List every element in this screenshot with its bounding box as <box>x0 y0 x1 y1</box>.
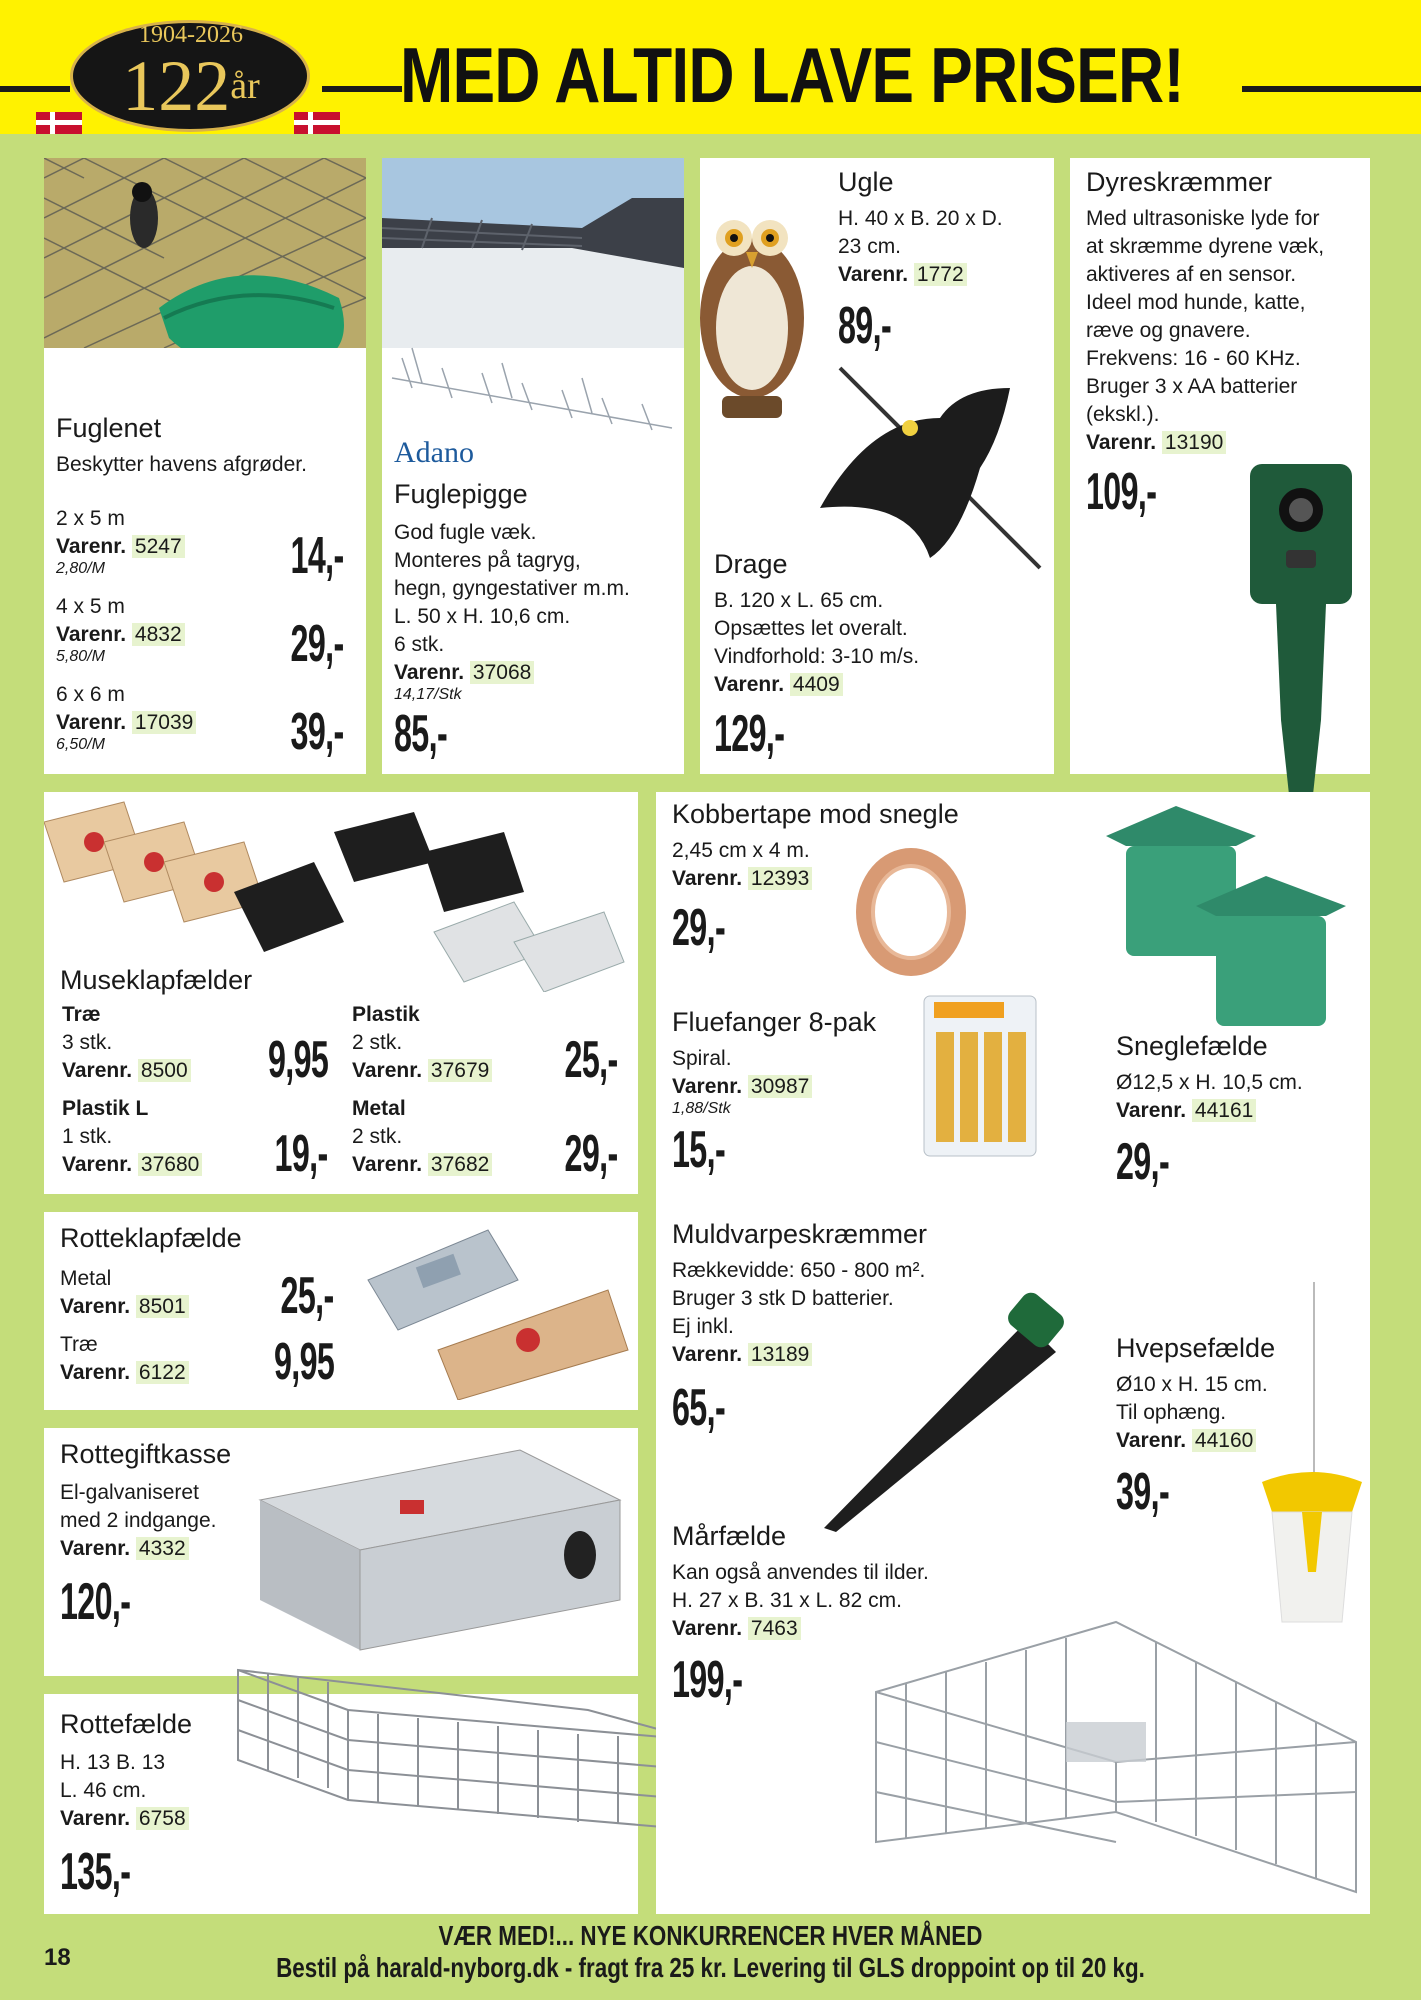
fuglenet-price: 39,- <box>290 703 344 761</box>
panel-rotteklapfaelde <box>44 1212 638 1410</box>
fuglenet-unit-price: 2,80/M <box>56 560 105 577</box>
varenr-number: 12393 <box>748 867 812 890</box>
museklap-item-price: 9,95 <box>267 1031 328 1089</box>
maarfaelde-title: Mårfælde <box>672 1521 787 1551</box>
varenr-label: Varenr. <box>394 661 465 684</box>
varenr-label: Varenr. <box>56 535 127 558</box>
maarfaelde-varenr <box>672 1616 801 1642</box>
slug-trap-image <box>1096 806 1366 1036</box>
rottegift-price: 120,- <box>60 1573 131 1631</box>
varenr-label: Varenr. <box>838 263 909 286</box>
maarfaelde-price: 199,- <box>672 1651 743 1709</box>
rottefaelde-line: L. 46 cm. <box>60 1779 147 1802</box>
danish-flag-icon <box>294 112 340 134</box>
badge-unit: år <box>230 65 260 107</box>
museklap-item-qty: 2 stk. <box>352 1031 403 1054</box>
fuglenet-varenr <box>56 622 185 648</box>
fuglenet-varenr <box>56 534 185 560</box>
hvepse-price: 39,- <box>1116 1463 1170 1521</box>
varenr-number: 13190 <box>1162 431 1226 454</box>
varenr-label: Varenr. <box>60 1807 131 1830</box>
varenr-label: Varenr. <box>62 1059 133 1082</box>
museklap-item-qty: 1 stk. <box>62 1125 113 1148</box>
fuglenet-title: Fuglenet <box>56 413 162 443</box>
fuglenet-varenr <box>56 710 196 736</box>
varenr-number: 4409 <box>790 673 843 696</box>
rottegift-line: med 2 indgange. <box>60 1509 217 1532</box>
copper-tape-image <box>846 842 976 982</box>
fluefanger-line: Spiral. <box>672 1047 732 1070</box>
hvepse-line: Ø10 x H. 15 cm. <box>1116 1373 1268 1396</box>
fuglepigge-price: 85,- <box>394 705 448 763</box>
museklap-item-price: 19,- <box>274 1125 328 1183</box>
varenr-number: 44161 <box>1192 1099 1256 1122</box>
fuglepigge-line: hegn, gyngestativer m.m. <box>394 577 630 600</box>
ugle-line: H. 40 x B. 20 x D. <box>838 207 1003 230</box>
header-rule-right <box>1242 86 1421 92</box>
fluefanger-title: Fluefanger 8-pak <box>672 1007 877 1037</box>
dyreskraemmer-line: Ideel mod hunde, katte, <box>1086 291 1306 314</box>
drage-varenr <box>714 672 843 698</box>
varenr-number: 1772 <box>914 263 967 286</box>
fuglenet-size: 4 x 5 m <box>56 595 125 618</box>
varenr-number: 44160 <box>1192 1429 1256 1452</box>
varenr-number: 13189 <box>748 1343 812 1366</box>
museklap-item-qty: 3 stk. <box>62 1031 113 1054</box>
panel-fuglenet <box>44 158 366 774</box>
varenr-number: 8501 <box>136 1295 189 1318</box>
varenr-label: Varenr. <box>60 1537 131 1560</box>
dyreskraemmer-price: 109,- <box>1086 463 1157 521</box>
museklap-item-name: Plastik <box>352 1003 420 1026</box>
mouse-traps-image <box>44 792 638 992</box>
kobbertape-varenr <box>672 866 812 892</box>
varenr-number: 37682 <box>428 1153 492 1176</box>
rotteklap-item-varenr <box>60 1360 189 1386</box>
muldvarp-line: Bruger 3 stk D batterier. <box>672 1287 894 1310</box>
drage-line: Vindforhold: 3-10 m/s. <box>714 645 920 668</box>
fuglenet-price: 14,- <box>290 527 344 585</box>
varenr-number: 37679 <box>428 1059 492 1082</box>
badge-number <box>58 46 324 126</box>
varenr-number: 17039 <box>132 711 196 734</box>
museklap-item-name: Metal <box>352 1097 406 1120</box>
drage-price: 129,- <box>714 705 785 763</box>
muldvarp-line: Rækkevidde: 650 - 800 m². <box>672 1259 926 1282</box>
drage-title: Drage <box>714 549 788 579</box>
fuglepigge-line: L. 50 x H. 10,6 cm. <box>394 605 571 628</box>
muldvarp-line: Ej inkl. <box>672 1315 734 1338</box>
panel-right-column <box>656 792 1370 1914</box>
varenr-label: Varenr. <box>56 711 127 734</box>
muldvarp-price: 65,- <box>672 1379 726 1437</box>
varenr-label: Varenr. <box>352 1153 423 1176</box>
dyreskraemmer-line: aktiveres af en sensor. <box>1086 263 1297 286</box>
dyreskraemmer-line: at skræmme dyrene væk, <box>1086 235 1325 258</box>
varenr-label: Varenr. <box>714 673 785 696</box>
varenr-label: Varenr. <box>1116 1099 1187 1122</box>
varenr-label: Varenr. <box>672 867 743 890</box>
maarfaelde-line: Kan også anvendes til ilder. <box>672 1561 929 1584</box>
rottefaelde-line: H. 13 B. 13 <box>60 1751 166 1774</box>
anniversary-badge <box>58 12 324 140</box>
drage-line: B. 120 x L. 65 cm. <box>714 589 884 612</box>
rotteklap-item-name: Metal <box>60 1267 112 1290</box>
fuglenet-unit-price: 5,80/M <box>56 648 105 665</box>
fuglenet-size: 2 x 5 m <box>56 507 125 530</box>
footer-shipping-line: Bestil på harald-nyborg.dk - fragt fra 25 kr. Levering til GLS droppoint op til 20 kg. <box>276 1952 1145 1983</box>
fuglepigge-line: Monteres på tagryg, <box>394 549 581 572</box>
museklap-item-qty: 2 stk. <box>352 1125 403 1148</box>
rottegift-title: Rottegiftkasse <box>60 1439 232 1469</box>
dyreskraemmer-line: ræve og gnavere. <box>1086 319 1251 342</box>
maarfaelde-line: H. 27 x B. 31 x L. 82 cm. <box>672 1589 902 1612</box>
varenr-number: 4332 <box>136 1537 189 1560</box>
rotteklap-item-varenr <box>60 1294 189 1320</box>
kite-decoy-image <box>810 358 1050 588</box>
dyreskraemmer-line: (ekskl.). <box>1086 403 1160 426</box>
museklap-item-varenr <box>62 1058 191 1084</box>
dyreskraemmer-title: Dyreskræmmer <box>1086 167 1272 197</box>
owl-decoy-image <box>700 178 814 428</box>
drage-line: Opsættes let overalt. <box>714 617 908 640</box>
rotteklap-item-price: 25,- <box>280 1267 334 1325</box>
varenr-number: 7463 <box>748 1617 801 1640</box>
museklap-item-varenr <box>352 1152 492 1178</box>
varenr-number: 6122 <box>136 1361 189 1384</box>
ugle-line: 23 cm. <box>838 235 902 258</box>
badge-years: 1904-2026 <box>139 22 243 48</box>
rotteklap-item-name: Træ <box>60 1333 98 1356</box>
fluefanger-unit-price: 1,88/Stk <box>672 1100 731 1117</box>
rotteklap-item-price: 9,95 <box>273 1333 334 1391</box>
rottefaelde-varenr <box>60 1806 189 1832</box>
header-rule-mid <box>322 86 402 92</box>
hvepse-title: Hvepsefælde <box>1116 1333 1276 1363</box>
varenr-label: Varenr. <box>352 1059 423 1082</box>
museklap-item-name: Plastik L <box>62 1097 149 1120</box>
museklap-title: Museklapfælder <box>60 965 253 995</box>
varenr-number: 4832 <box>132 623 185 646</box>
sneglefaelde-varenr <box>1116 1098 1256 1124</box>
dyreskraemmer-line: Bruger 3 x AA batterier <box>1086 375 1298 398</box>
museklap-item-price: 29,- <box>564 1125 618 1183</box>
bird-spikes-image <box>382 158 684 448</box>
varenr-number: 37680 <box>138 1153 202 1176</box>
museklap-item-name: Træ <box>62 1003 101 1026</box>
rat-traps-image <box>358 1220 638 1400</box>
fuglenet-unit-price: 6,50/M <box>56 736 105 753</box>
kobbertape-title: Kobbertape mod snegle <box>672 799 959 829</box>
muldvarp-title: Muldvarpeskræmmer <box>672 1219 928 1249</box>
varenr-label: Varenr. <box>672 1343 743 1366</box>
adano-logo: Adano <box>394 436 474 469</box>
kobbertape-price: 29,- <box>672 899 726 957</box>
varenr-number: 30987 <box>748 1075 812 1098</box>
bait-box-image <box>250 1440 630 1660</box>
dyreskraemmer-line: Med ultrasoniske lyde for <box>1086 207 1320 230</box>
sneglefaelde-line: Ø12,5 x H. 10,5 cm. <box>1116 1071 1303 1094</box>
rottegift-varenr <box>60 1536 189 1562</box>
dyreskraemmer-line: Frekvens: 16 - 60 KHz. <box>1086 347 1301 370</box>
mole-repeller-image <box>796 1292 1076 1542</box>
ugle-price: 89,- <box>838 297 892 355</box>
varenr-number: 6758 <box>136 1807 189 1830</box>
fuglepigge-varenr <box>394 660 534 686</box>
varenr-label: Varenr. <box>672 1617 743 1640</box>
varenr-label: Varenr. <box>1116 1429 1187 1452</box>
headline: MED ALTID LAVE PRISER! <box>400 31 1184 119</box>
footer-contest-line: VÆR MED!... NYE KONKURRENCER HVER MÅNED <box>438 1920 983 1951</box>
varenr-label: Varenr. <box>60 1361 131 1384</box>
ugle-varenr <box>838 262 967 288</box>
panel-ugle-drage <box>700 158 1054 774</box>
fly-catcher-pack-image <box>920 992 1040 1162</box>
danish-flag-icon <box>36 112 82 134</box>
fuglepigge-title: Fuglepigge <box>394 479 528 509</box>
fluefanger-price: 15,- <box>672 1121 726 1179</box>
muldvarp-varenr <box>672 1342 812 1368</box>
varenr-label: Varenr. <box>60 1295 131 1318</box>
rottegift-line: El-galvaniseret <box>60 1481 199 1504</box>
fuglenet-size: 6 x 6 m <box>56 683 125 706</box>
varenr-label: Varenr. <box>1086 431 1157 454</box>
varenr-number: 8500 <box>138 1059 191 1082</box>
panel-fuglepigge <box>382 158 684 774</box>
varenr-label: Varenr. <box>62 1153 133 1176</box>
panel-museklapfaelder <box>44 792 638 1194</box>
rat-cage-trap-image <box>228 1650 708 1850</box>
fuglepigge-line: God fugle væk. <box>394 521 537 544</box>
page-number: 18 <box>44 1944 71 1971</box>
fuglepigge-line: 6 stk. <box>394 633 445 656</box>
varenr-label: Varenr. <box>56 623 127 646</box>
rottefaelde-price: 135,- <box>60 1843 131 1901</box>
badge-number-value: 122 <box>122 46 231 126</box>
dyreskraemmer-varenr <box>1086 430 1226 456</box>
rottefaelde-title: Rottefælde <box>60 1709 193 1739</box>
header <box>0 0 1421 134</box>
hvepse-line: Til ophæng. <box>1116 1401 1227 1424</box>
fuglenet-price: 29,- <box>290 615 344 673</box>
hvepse-varenr <box>1116 1428 1256 1454</box>
bird-net-image <box>44 158 366 348</box>
panel-rottegiftkasse <box>44 1428 638 1676</box>
sneglefaelde-title: Sneglefælde <box>1116 1031 1268 1061</box>
rotteklap-title: Rotteklapfælde <box>60 1223 242 1253</box>
fuglenet-desc: Beskytter havens afgrøder. <box>56 453 307 476</box>
sneglefaelde-price: 29,- <box>1116 1133 1170 1191</box>
museklap-item-varenr <box>62 1152 202 1178</box>
marten-cage-trap-image <box>866 1612 1366 1912</box>
varenr-number: 37068 <box>470 661 534 684</box>
kobbertape-line: 2,45 cm x 4 m. <box>672 839 810 862</box>
museklap-item-varenr <box>352 1058 492 1084</box>
fuglepigge-unit-price: 14,17/Stk <box>394 686 462 703</box>
museklap-item-price: 25,- <box>564 1031 618 1089</box>
footer <box>0 1920 1421 1984</box>
varenr-label: Varenr. <box>672 1075 743 1098</box>
fluefanger-varenr <box>672 1074 812 1100</box>
varenr-number: 5247 <box>132 535 185 558</box>
ugle-title: Ugle <box>838 167 894 197</box>
